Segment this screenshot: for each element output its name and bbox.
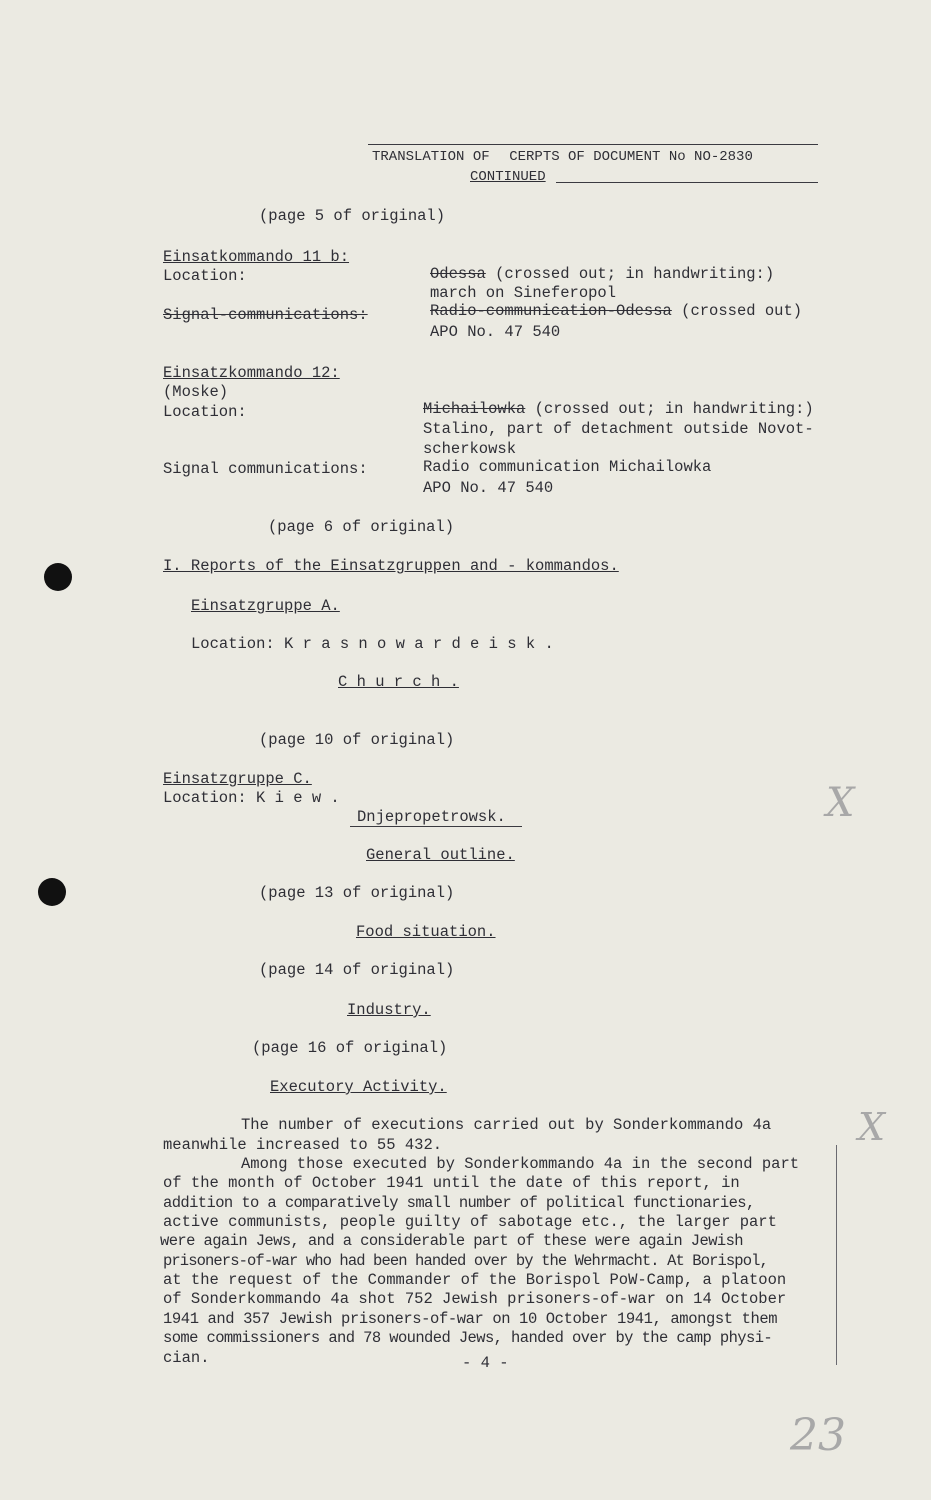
ega-church: C h u r c h .: [338, 673, 459, 691]
ek11b-signal-label: Signal-communications:: [163, 306, 368, 324]
page10-label: (page 10 of original): [259, 731, 455, 749]
punch-hole-bottom: [38, 878, 66, 906]
body-p2-line3: addition to a comparatively small number of political functionaries,: [163, 1194, 755, 1212]
egc-executory: Executory Activity.: [270, 1078, 447, 1096]
ek12-signal-value: Radio communication Michailowka: [423, 458, 712, 476]
body-p2-line1: Among those executed by Sonderkommando 4a in the second part: [241, 1155, 800, 1173]
ega-location: Location: K r a s n o w a r d e i s k .: [191, 635, 554, 653]
margin-bracket-line: [836, 1145, 837, 1365]
egc-food: Food situation.: [356, 923, 496, 941]
ek12-location-note: (crossed out; in handwriting:): [525, 400, 814, 418]
ek12-apo: APO No. 47 540: [423, 479, 554, 497]
body-p2-line5: were again Jews, and a considerable part of these were again Jewish: [160, 1232, 744, 1250]
egc-dnje-rule: [350, 826, 522, 827]
body-p2-line11: cian.: [163, 1349, 210, 1367]
ek11b-signal: [430, 302, 802, 321]
body-p2-line6: prisoners-of-war who had been handed over by the Wehrmacht. At Borispol,: [163, 1252, 768, 1270]
ek12-heading: Einsatzkommando 12:: [163, 364, 340, 382]
egc-heading: Einsatzgruppe C.: [163, 770, 312, 788]
egc-location: Location: K i e w .: [163, 789, 340, 807]
margin-x-mark-lower: X: [858, 1105, 886, 1149]
ek11b-apo: APO No. 47 540: [430, 323, 561, 341]
header-rule-bottom: [556, 182, 818, 183]
egc-dnje: Dnjepropetrowsk.: [357, 808, 506, 826]
ek11b-location-line2: march on Sineferopol: [430, 284, 617, 302]
ek12-location: [423, 400, 814, 419]
handwritten-page-number: 23: [790, 1410, 846, 1461]
body-p2-line10: some commissioners and 78 wounded Jews, handed over by the camp physi-: [163, 1329, 773, 1347]
body-p2-line7: at the request of the Commander of the Borispol PoW-Camp, a platoon: [163, 1271, 787, 1289]
margin-x-mark-upper: X: [826, 780, 855, 826]
egc-industry: Industry.: [347, 1001, 431, 1019]
page-number: - 4 -: [462, 1354, 509, 1372]
ek12-location-line3: scherkowsk: [423, 440, 517, 458]
ek11b-location-label: Location:: [163, 267, 247, 285]
ek11b-signal-struck: Radio-communication-Odessa: [430, 302, 672, 320]
body-p1-line2: meanwhile increased to 55 432.: [163, 1136, 443, 1154]
ek11b-location-struck: Odessa: [430, 265, 486, 283]
ek11b-heading: Einsatkommando 11 b:: [163, 248, 350, 266]
ek12-location-label: Location:: [163, 403, 247, 421]
ek12-location-struck: Michailowka: [423, 400, 526, 418]
ek12-signal-label: Signal communications:: [163, 460, 368, 478]
ek11b-signal-note: (crossed out): [671, 302, 803, 320]
body-p1-line1: The number of executions carried out by Sonderkommando 4a: [241, 1116, 772, 1134]
body-p2-line2: of the month of October 1941 until the date of this report, in: [163, 1174, 740, 1192]
ek12-location-line2: Stalino, part of detachment outside Novot-: [423, 420, 814, 438]
header-rule-top: [368, 144, 818, 145]
reports-heading: I. Reports of the Einsatzgruppen and - kommandos.: [163, 557, 619, 575]
document-title: TRANSLATION OF CERPTS OF DOCUMENT No NO-2830: [372, 149, 753, 165]
body-p2-line8: of Sonderkommando 4a shot 752 Jewish prisoners-of-war on 14 October: [163, 1290, 787, 1308]
ega-heading: Einsatzgruppe A.: [191, 597, 340, 615]
page14-label: (page 14 of original): [259, 961, 455, 979]
document-continued: CONTINUED: [470, 169, 546, 185]
egc-general: General outline.: [366, 846, 515, 864]
body-p2-line4: active communists, people guilty of sabotage etc., the larger part: [163, 1213, 777, 1231]
page13-label: (page 13 of original): [259, 884, 455, 902]
page6-label: (page 6 of original): [268, 518, 455, 536]
page16-label: (page 16 of original): [252, 1039, 448, 1057]
page5-label: (page 5 of original): [259, 207, 446, 225]
ek11b-location: [430, 265, 774, 284]
ek11b-location-note: (crossed out; in handwriting:): [485, 265, 775, 283]
punch-hole-top: [44, 563, 72, 591]
ek12-sub: (Moske): [163, 383, 229, 401]
body-p2-line9: 1941 and 357 Jewish prisoners-of-war on 10 October 1941, amongst them: [163, 1310, 778, 1328]
